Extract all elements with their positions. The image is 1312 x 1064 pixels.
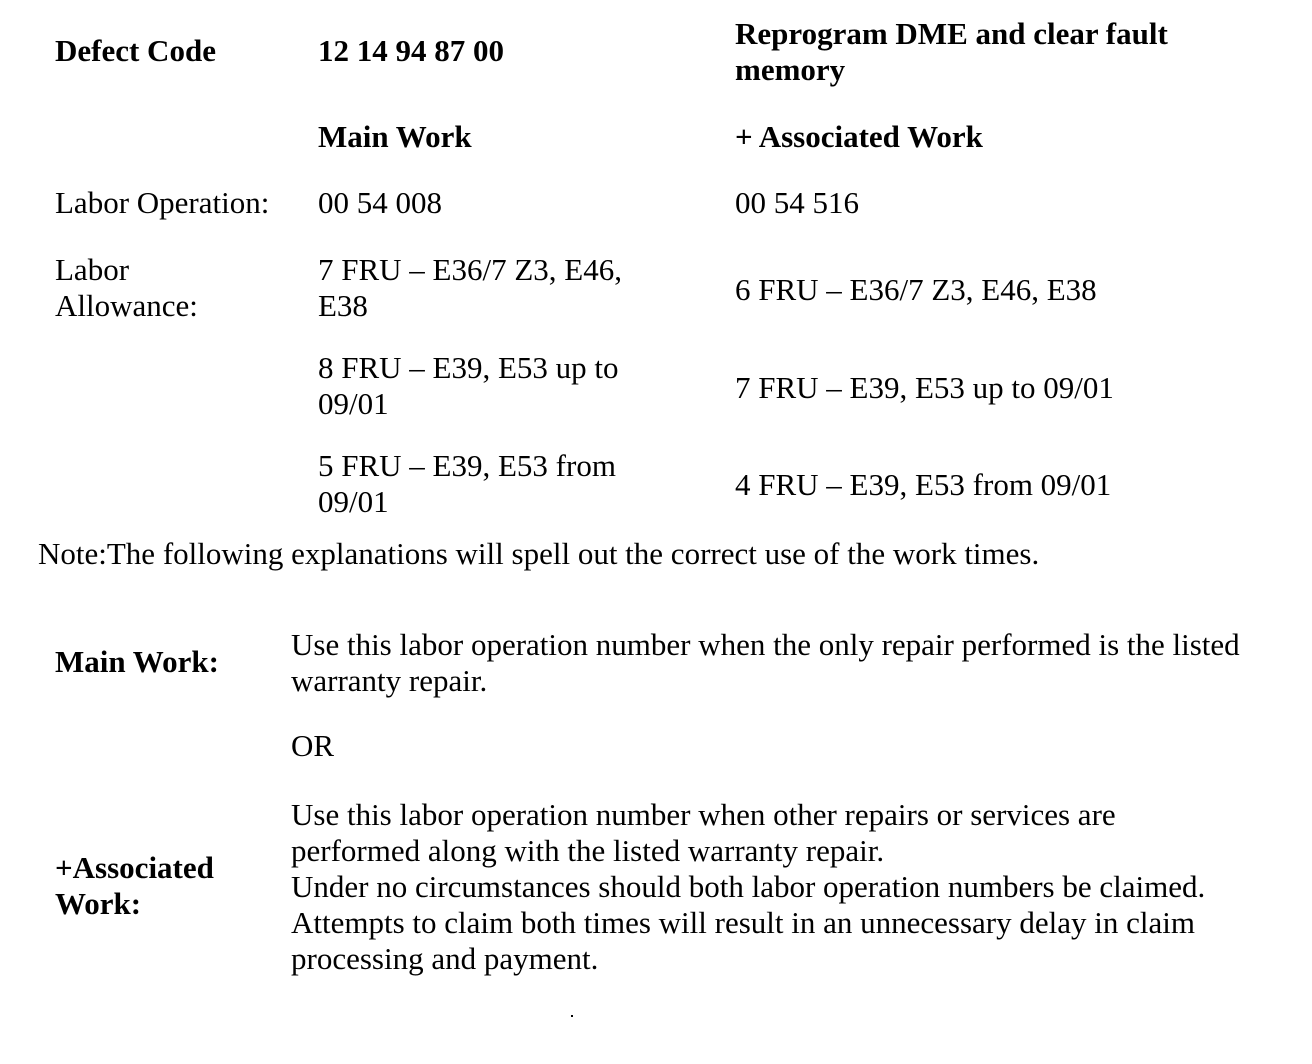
associated-work-explanation-text xyxy=(291,797,1291,977)
associated-work-explanation-text-1: Use this labor operation number when other repairs or services are performed along with the listed warranty repair. xyxy=(291,797,1116,868)
labor-operation-associated: 00 54 516 xyxy=(735,185,859,220)
defect-code-value: 12 14 94 87 00 xyxy=(318,33,504,68)
column-header-associated-work: + Associated Work xyxy=(735,119,983,154)
labor-allowance-main-row-3: 5 FRU – E39, E53 from 09/01 xyxy=(318,448,616,519)
note-text: Note:The following explanations will spell out the correct use of the work times. xyxy=(38,536,1040,571)
column-header-main-work: Main Work xyxy=(318,119,472,154)
defect-description: Reprogram DME and clear fault memory xyxy=(735,16,1168,87)
stray-mark xyxy=(571,1015,573,1017)
labor-allowance-main-row-1: 7 FRU – E36/7 Z3, E46, E38 xyxy=(318,252,622,323)
defect-code-label: Defect Code xyxy=(55,33,216,68)
labor-allowance-label: Labor Allowance: xyxy=(55,252,198,323)
associated-work-explanation-label: +Associated Work: xyxy=(55,850,214,921)
main-work-explanation-label: Main Work: xyxy=(55,644,219,679)
associated-work-explanation-text-2: Under no circumstances should both labor operation numbers be claimed. Attempts to claim both times will result in an unnecessary delay in claim processing and payment. xyxy=(291,869,1206,976)
or-text: OR xyxy=(291,728,335,763)
labor-allowance-main-row-2: 8 FRU – E39, E53 up to 09/01 xyxy=(318,350,619,421)
labor-allowance-associated-row-2: 7 FRU – E39, E53 up to 09/01 xyxy=(735,370,1114,405)
main-work-explanation-text: Use this labor operation number when the only repair performed is the listed warranty repair. xyxy=(291,627,1240,698)
labor-operation-main: 00 54 008 xyxy=(318,185,442,220)
labor-allowance-associated-row-3: 4 FRU – E39, E53 from 09/01 xyxy=(735,467,1112,502)
labor-allowance-associated-row-1: 6 FRU – E36/7 Z3, E46, E38 xyxy=(735,272,1097,307)
labor-operation-label: Labor Operation: xyxy=(55,185,270,220)
